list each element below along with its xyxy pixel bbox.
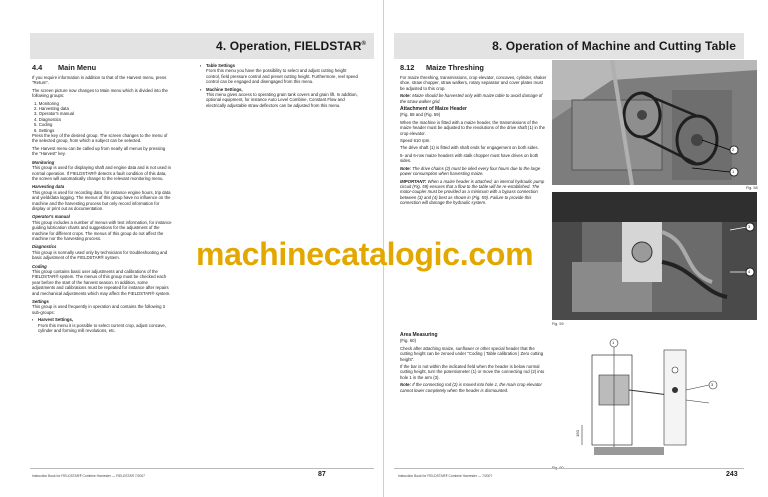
left-column-2 bbox=[200, 63, 360, 110]
paragraph: This group includes a number of menus with text information, for instance guiding lubrication charts and suggestions for the adjustment of the machine for different crops. The menus of this group do not affect the machine nor the harvesting process. bbox=[32, 219, 172, 241]
list-item: ▪ Harvest Settings, From this menu it is possible to select current crop, adjust concave, cylinder and forming mill revolutions, etc. bbox=[38, 317, 172, 333]
paragraph: This group is used frequently in operation and contains the following 3 sub-groups: bbox=[32, 304, 166, 315]
section-heading: 4.4 Main Menu bbox=[32, 63, 97, 72]
list-item: 5. Coding bbox=[34, 122, 53, 128]
paragraph: When the machine is fitted with a maize header, the transmissions of the maize header must be adjusted to the revolutions of the drive shaft (1) in the crop elevator. bbox=[400, 119, 545, 136]
figure-ref: (Fig. 60) bbox=[400, 338, 416, 344]
paragraph: This group contains basic user adjustments and calibrations of the FIELDSTAR® system. The menus of this group must be checked each year before the start of the harvest season. In addition, some adjustments and calibrations must be repeated for instance after repairs and mechanical adjustments which may affect the FIELDSTAR® system. bbox=[32, 269, 171, 296]
paragraph: If you require information in addition to that of the Harvest menu, press "Return". bbox=[32, 75, 167, 86]
right-header-band bbox=[394, 33, 744, 59]
callout-4: 4 bbox=[748, 269, 751, 274]
fig-58-photo bbox=[552, 60, 757, 185]
paragraph: This group is used for displaying shaft and engine data and is not used in normal operation. If FIELDSTAR® detects a fault condition of this data, the screen will automatically change to the relevant monitoring menu. bbox=[32, 165, 172, 181]
subheading-area: Area Measuring bbox=[400, 332, 438, 338]
subheading-monitoring: Monitoring bbox=[32, 159, 55, 165]
right-header-title: 8. Operation of Machine and Cutting Table bbox=[492, 39, 736, 53]
callout-1: 1 bbox=[732, 169, 735, 174]
settings-bullets-cont bbox=[200, 63, 360, 108]
right-text-column bbox=[400, 63, 548, 208]
section-heading: 8.12 Maize Threshing bbox=[400, 63, 484, 72]
list-item: 4. Diagnostics bbox=[34, 116, 61, 122]
right-text-column-lower bbox=[400, 330, 548, 395]
subheading-coding: Coding bbox=[32, 263, 47, 269]
figure-ref: (Fig. 58 and (Fig. 59) bbox=[400, 112, 441, 118]
fig-59-caption: Fig. 59 bbox=[552, 322, 564, 326]
list-item: 6. Settings bbox=[34, 127, 55, 133]
subheading-diagnostics: Diagnostics bbox=[32, 244, 57, 250]
fig-58-caption: Fig. 58 bbox=[746, 186, 758, 190]
fig60-callout-3: 3 bbox=[711, 382, 714, 387]
fig-59-photo bbox=[552, 192, 757, 320]
list-item: 2. Harvesting data bbox=[34, 106, 69, 112]
fig-59-image bbox=[552, 192, 757, 320]
subheading-operators: Operator's manual bbox=[32, 214, 70, 220]
paragraph: The drive shaft (1) is fitted with shaft ends for engagement on both sides. bbox=[400, 145, 539, 151]
paragraph: Speed 610 rpm. bbox=[400, 138, 431, 144]
fig-58-image bbox=[552, 60, 757, 185]
paragraph: 5- and 6-row maize headers with stalk chopper must have drives on both sides. bbox=[400, 152, 539, 164]
paragraph: If the bar is not within the indicated field when the header is below normal cutting height, turn the potentiometer (1) or move the connecting rod (2) into hole 1 in the arm (3). bbox=[400, 364, 545, 380]
subheading-settings: Settings bbox=[32, 299, 49, 305]
paragraph: Check after attaching maize, sunflower or other special header that the cutting height can be zeroed under "Coding | Table calibration | Zero cutting height". bbox=[400, 345, 544, 362]
footer-rule bbox=[394, 468, 744, 469]
settings-bullets bbox=[32, 317, 172, 333]
list-item: ▪ Table Settings From this menu you have the possibility to select and adjust cutting height control, field pressure control and preset cutting height. Furthermore, reel speed control can be engaged and disengaged from this menu. bbox=[206, 63, 360, 85]
paragraph: The screen picture now changes to Main menu which is divided into the following groups: bbox=[32, 87, 168, 99]
subheading-attachment: Attachment of Maize Header bbox=[400, 106, 467, 113]
list-item: ▪ Machine Settings, This menu gives access to operating grain tank covers and grain lift. In addition, optional equipment, for instance Auto Level Combine, Constant Flow and electrically adjustable straw deflectors can be adjusted from this menu. bbox=[206, 87, 360, 109]
footer-rule bbox=[30, 468, 374, 469]
left-header-title: 4. Operation, FIELDSTAR® bbox=[216, 39, 366, 53]
list-item: 1. Monitoring bbox=[34, 100, 59, 106]
paragraph: For maize threshing, transmissions, crop elevator, concaves, cylinder, shaker shoe, straw chopper, straw walkers, rotary separator and cover plates must be adjusted to this crop. bbox=[400, 75, 547, 91]
callout-3: 3 bbox=[748, 224, 751, 229]
note: Note: The drive chains (2) must be oiled every four hours due to the large power consumption when harvesting maize. bbox=[400, 165, 541, 177]
group-list bbox=[32, 101, 172, 133]
list-item: 3. Operator's manual bbox=[34, 111, 74, 117]
paragraph: The Harvest menu can be called up from nearly all menus by pressing the "Harvest" key. bbox=[32, 145, 166, 157]
important-note: IMPORTANT: When a maize header is attached, an internal hydraulic pump circuit (Fig. 59) ensures that a flow to the table will be re-established. The motor-coupler must be provided as a minimum with a bypass connection between (3) and (4) best as shown in (Fig. 59). Failure to provide this connection will damage the hydraulic system. bbox=[400, 178, 545, 206]
fig60-dimension: 150 bbox=[574, 430, 580, 437]
right-footer-text: Instruction Book for FIELDSTAR® Combine Harvester — 7/2007 bbox=[398, 474, 493, 478]
paragraph: This group is used for recording data, for instance engine hours, trip data and yield/data logging. The menus of this group have no influence on the machine and the harvesting process but only record information for display or print out as documentation. bbox=[32, 189, 171, 211]
left-column-1 bbox=[32, 63, 172, 335]
fig-60-image bbox=[574, 335, 744, 465]
paragraph: Press the key of the desired group. The screen changes to the menu of the selected group, from which a subject can be selected. bbox=[32, 133, 168, 144]
note: Note: Maize should be harvested only with maize table to avoid damage of the straw walker grid. bbox=[400, 93, 543, 104]
fig60-callout-1: 1 bbox=[612, 340, 615, 345]
watermark: machinecatalogic.com bbox=[196, 236, 534, 272]
subheading-harvesting: Harvesting data bbox=[32, 184, 65, 190]
paragraph: This group is normally used only by technicians for troubleshooting and basic adjustment of the FIELDSTAR® system. bbox=[32, 249, 168, 261]
callout-2: 2 bbox=[732, 147, 735, 152]
right-page-number: 243 bbox=[726, 471, 738, 478]
left-header-band bbox=[30, 33, 374, 59]
note: Note: If the connecting rod (2) is moved into hole 1, the main crop elevator cannot lower completely when the header is dismounted. bbox=[400, 382, 542, 393]
fig-60-drawing bbox=[574, 335, 744, 465]
left-page-number: 87 bbox=[318, 471, 326, 478]
left-footer-text: Instruction Book for FIELDSTAR® Combine Harvester — FIELDSTAR 7/2007 bbox=[32, 474, 145, 478]
